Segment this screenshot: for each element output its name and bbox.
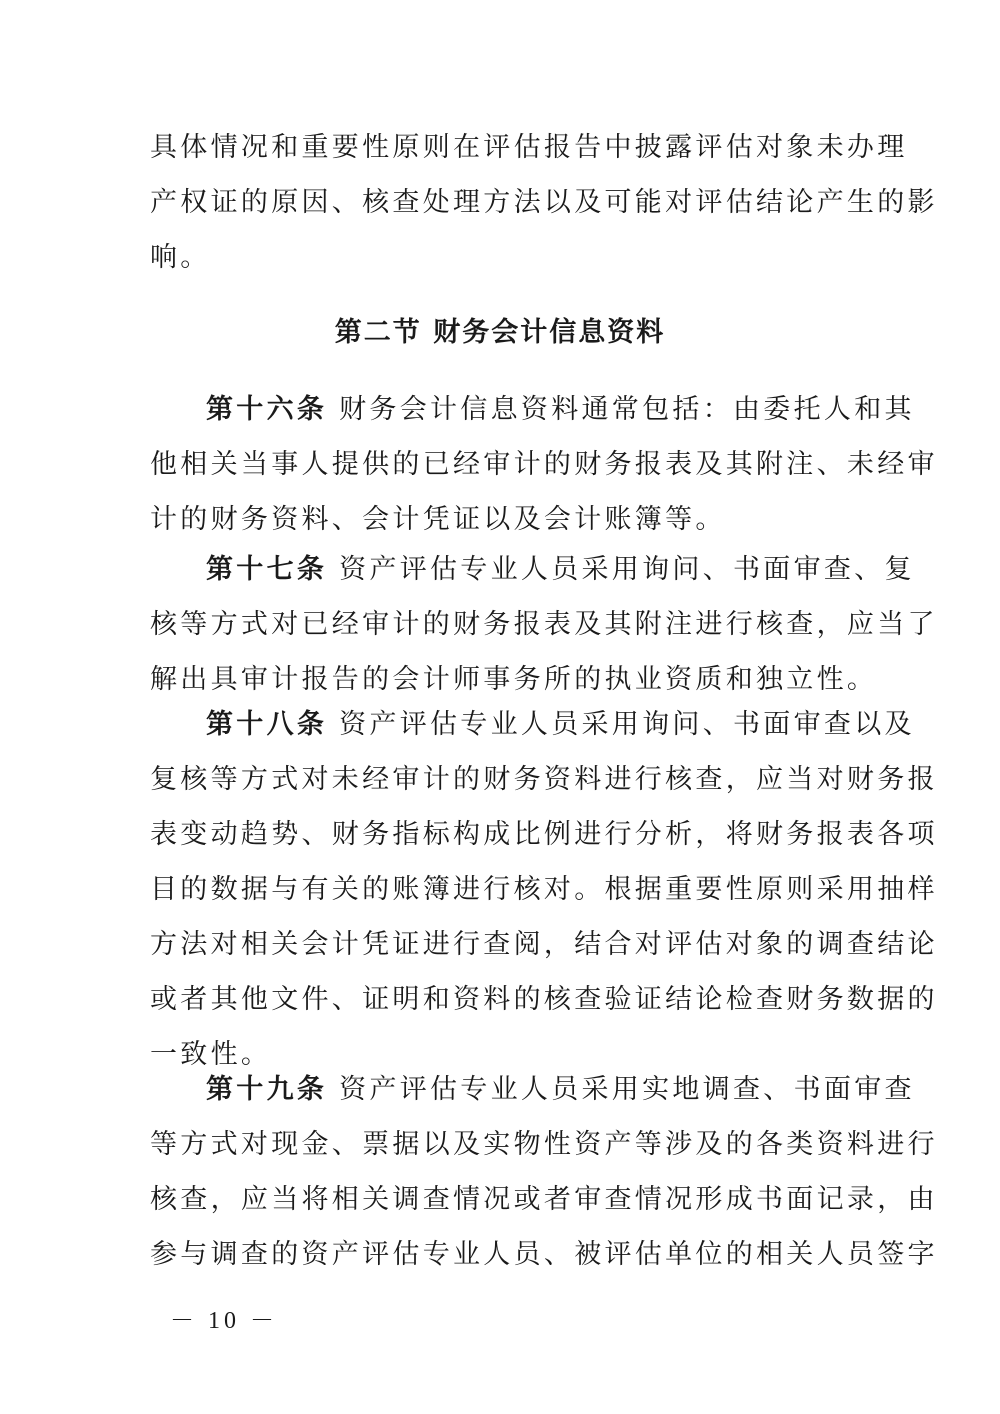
article-17: [150, 542, 938, 707]
paragraph-line: 目的数据与有关的账簿进行核对。根据重要性原则采用抽样: [150, 874, 938, 905]
paragraph-line: 或者其他文件、证明和资料的核查验证结论检查财务数据的: [150, 984, 938, 1015]
section-title: 第二节 财务会计信息资料: [334, 317, 666, 348]
paragraph-line: 具体情况和重要性原则在评估报告中披露评估对象未办理: [150, 132, 908, 163]
article-18: [150, 697, 938, 1082]
article-19: [150, 1062, 938, 1282]
article-label: 第十六条: [206, 394, 328, 425]
paragraph-line: 解出具审计报告的会计师事务所的执业资质和独立性。: [150, 664, 878, 695]
article-label: 第十八条: [206, 709, 328, 740]
paragraph-line: 表变动趋势、财务指标构成比例进行分析，将财务报表各项: [150, 819, 938, 850]
article-16: [150, 382, 938, 547]
paragraph-line: 核等方式对已经审计的财务报表及其附注进行核查，应当了: [150, 609, 938, 640]
article-label: 第十九条: [206, 1074, 328, 1105]
article-label: 第十七条: [206, 554, 328, 585]
paragraph-line: 核查，应当将相关调查情况或者审查情况形成书面记录，由: [150, 1184, 938, 1215]
paragraph-line: 他相关当事人提供的已经审计的财务报表及其附注、未经审: [150, 449, 938, 480]
paragraph-line: 等方式对现金、票据以及实物性资产等涉及的各类资料进行: [150, 1129, 938, 1160]
paragraph-line: 一致性。: [150, 1039, 272, 1070]
page-number: － 10 －: [170, 1308, 278, 1334]
paragraph-line: 参与调查的资产评估专业人员、被评估单位的相关人员签字: [150, 1239, 938, 1270]
article-text: 资产评估专业人员采用询问、书面审查以及: [339, 709, 915, 740]
paragraph-line: 产权证的原因、核查处理方法以及可能对评估结论产生的影: [150, 187, 938, 218]
paragraph-line: 复核等方式对未经审计的财务资料进行核查，应当对财务报: [150, 764, 938, 795]
paragraph-line: 方法对相关会计凭证进行查阅，结合对评估对象的调查结论: [150, 929, 938, 960]
paragraph-line: 响。: [150, 242, 211, 273]
intro-paragraph: [150, 120, 938, 285]
paragraph-line: 计的财务资料、会计凭证以及会计账簿等。: [150, 504, 726, 535]
article-text: 资产评估专业人员采用询问、书面审查、复: [339, 554, 915, 585]
article-text: 资产评估专业人员采用实地调查、书面审查: [339, 1074, 915, 1105]
article-text: 财务会计信息资料通常包括：由委托人和其: [339, 394, 915, 425]
